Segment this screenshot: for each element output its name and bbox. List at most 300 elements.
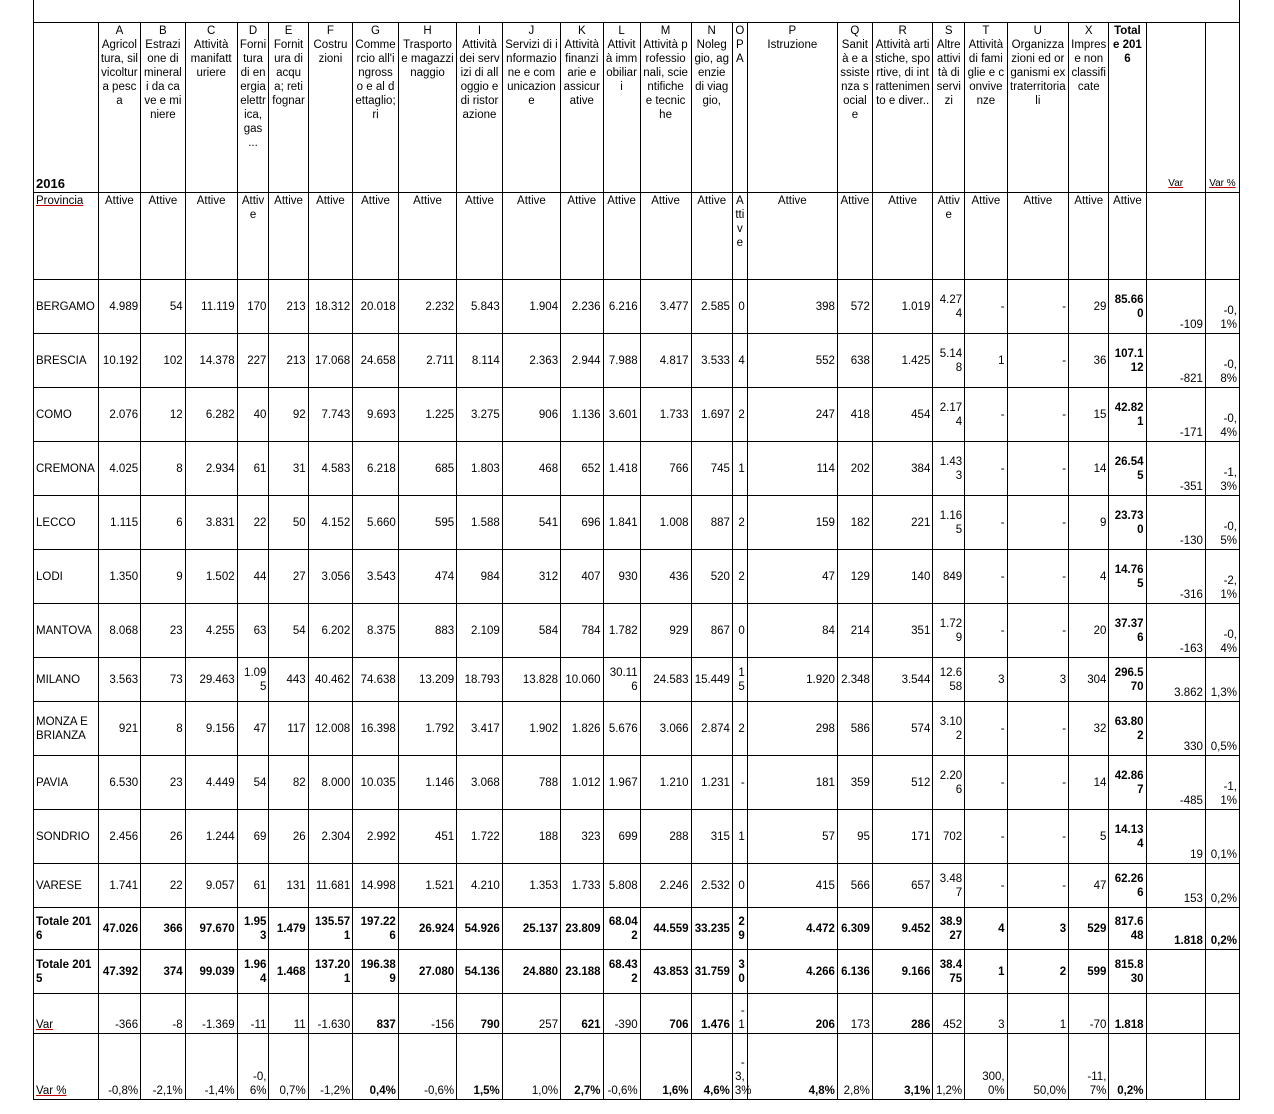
value-cell: 47 — [747, 550, 837, 604]
value-cell: 257 — [502, 994, 560, 1034]
value-cell: 1,6% — [640, 1034, 691, 1100]
var-pct-cell: -1,3% — [1205, 442, 1239, 496]
value-cell: 552 — [747, 334, 837, 388]
column-header — [640, 23, 691, 193]
value-cell: 2 — [1007, 950, 1069, 994]
value-cell: 451 — [398, 810, 456, 864]
table-row — [34, 994, 1240, 1034]
table-row — [34, 702, 1240, 756]
value-cell: 82 — [269, 756, 308, 810]
total-cell: 42.821 — [1109, 388, 1146, 442]
value-cell: - — [1007, 496, 1069, 550]
attive-label: Attive — [747, 193, 837, 280]
value-cell: 18.793 — [457, 658, 503, 702]
value-cell: 1.920 — [747, 658, 837, 702]
value-cell: 6.530 — [98, 756, 140, 810]
value-cell: 3.068 — [457, 756, 503, 810]
value-cell: 8 — [141, 702, 186, 756]
column-name: Attività professionali, scientifiche e tecniche — [643, 39, 688, 121]
value-cell: -390 — [603, 994, 640, 1034]
value-cell: 788 — [502, 756, 560, 810]
value-cell: 40 — [237, 388, 269, 442]
value-cell: 159 — [747, 496, 837, 550]
table-row — [34, 334, 1240, 388]
value-cell: 1.353 — [502, 864, 560, 908]
column-name: Agricoltura, silvicoltura pesca — [100, 39, 138, 107]
total-cell: 817.648 — [1109, 908, 1146, 950]
value-cell: 4 — [1069, 550, 1109, 604]
value-cell: 3.533 — [691, 334, 732, 388]
value-cell: 2.232 — [398, 280, 456, 334]
corner-year-label: 2016 — [34, 23, 99, 193]
attive-label: Attive — [1109, 193, 1146, 280]
value-cell: 468 — [502, 442, 560, 496]
value-cell: 6.216 — [603, 280, 640, 334]
value-cell: 2.456 — [98, 810, 140, 864]
total-cell: 37.376 — [1109, 604, 1146, 658]
value-cell: 61 — [237, 864, 269, 908]
value-cell: 14 — [1069, 442, 1109, 496]
value-cell: 29 — [1069, 280, 1109, 334]
page-edge-left — [33, 0, 34, 22]
var-pct-cell: -0,8% — [1205, 334, 1239, 388]
column-code: I — [477, 25, 482, 37]
column-code: D — [248, 25, 258, 37]
value-cell: 84 — [747, 604, 837, 658]
value-cell: 887 — [691, 496, 732, 550]
value-cell: 1.502 — [185, 550, 237, 604]
province-name: BERGAMO — [34, 280, 99, 334]
total-cell: 23.730 — [1109, 496, 1146, 550]
attive-label: Attive — [691, 193, 732, 280]
value-cell: 74.638 — [353, 658, 399, 702]
value-cell: 657 — [872, 864, 932, 908]
province-name: Totale 2015 — [34, 950, 99, 994]
var-cell: -316 — [1146, 550, 1205, 604]
total-cell: 62.266 — [1109, 864, 1146, 908]
column-header — [1007, 23, 1069, 193]
value-cell: 0 — [732, 280, 747, 334]
value-cell: 512 — [872, 756, 932, 810]
value-cell: - — [965, 702, 1007, 756]
value-cell: 30.116 — [603, 658, 640, 702]
value-cell: 2.874 — [691, 702, 732, 756]
value-cell: 298 — [747, 702, 837, 756]
value-cell: - — [1007, 702, 1069, 756]
value-cell: 36 — [1069, 334, 1109, 388]
value-cell: 2,8% — [837, 1034, 872, 1100]
value-cell: 99.039 — [185, 950, 237, 994]
value-cell: 2.585 — [691, 280, 732, 334]
value-cell: 9 — [1069, 496, 1109, 550]
page-edge-right — [1239, 0, 1240, 22]
var-cell-empty — [1146, 994, 1205, 1034]
value-cell: 2.304 — [308, 810, 353, 864]
province-name: LECCO — [34, 496, 99, 550]
attive-label: Attive — [185, 193, 237, 280]
column-header — [398, 23, 456, 193]
value-cell: 0,7% — [269, 1034, 308, 1100]
value-cell: 1.782 — [603, 604, 640, 658]
value-cell: 1.733 — [640, 388, 691, 442]
column-header — [1069, 23, 1109, 193]
column-code: H — [423, 25, 432, 37]
value-cell: 92 — [269, 388, 308, 442]
value-cell: 7.743 — [308, 388, 353, 442]
column-code: N — [707, 25, 716, 37]
province-name: MANTOVA — [34, 604, 99, 658]
attive-label: Attive — [237, 193, 269, 280]
var-cell: 1.818 — [1146, 908, 1205, 950]
province-name: Totale 2016 — [34, 908, 99, 950]
value-cell: 2 — [732, 702, 747, 756]
value-cell: 8 — [141, 442, 186, 496]
column-header — [747, 23, 837, 193]
value-cell: 984 — [457, 550, 503, 604]
value-cell: 26 — [141, 810, 186, 864]
var-cell: -130 — [1146, 496, 1205, 550]
value-cell: 2.363 — [502, 334, 560, 388]
value-cell: 135.571 — [308, 908, 353, 950]
value-cell: 3.066 — [640, 702, 691, 756]
value-cell: 2.992 — [353, 810, 399, 864]
value-cell: 3.601 — [603, 388, 640, 442]
value-cell: 140 — [872, 550, 932, 604]
value-cell: 4.152 — [308, 496, 353, 550]
value-cell: 5.808 — [603, 864, 640, 908]
value-cell: 323 — [561, 810, 603, 864]
value-cell: 4.583 — [308, 442, 353, 496]
value-cell: 196.389 — [353, 950, 399, 994]
table-row — [34, 1034, 1240, 1100]
value-cell: 398 — [747, 280, 837, 334]
value-cell: 436 — [640, 550, 691, 604]
value-cell: -1 — [732, 994, 747, 1034]
value-cell: 247 — [747, 388, 837, 442]
value-cell: -3,3% — [732, 1034, 747, 1100]
value-cell: 202 — [837, 442, 872, 496]
value-cell: 73 — [141, 658, 186, 702]
value-cell: -0,8% — [98, 1034, 140, 1100]
value-cell: 312 — [502, 550, 560, 604]
table-row — [34, 908, 1240, 950]
value-cell: 206 — [747, 994, 837, 1034]
var-column-header — [1146, 23, 1205, 193]
total-cell: 815.830 — [1109, 950, 1146, 994]
column-name: Attività manifatturiere — [190, 39, 232, 79]
value-cell: 2.934 — [185, 442, 237, 496]
value-cell: 27.080 — [398, 950, 456, 994]
value-cell: 68.432 — [603, 950, 640, 994]
value-cell: 97.670 — [185, 908, 237, 950]
attive-label: Attive — [1007, 193, 1069, 280]
attive-label: Attive — [457, 193, 503, 280]
value-cell: 10.060 — [561, 658, 603, 702]
value-cell: 452 — [933, 994, 965, 1034]
attive-label: Attive — [872, 193, 932, 280]
value-cell: 95 — [837, 810, 872, 864]
value-cell: 8.114 — [457, 334, 503, 388]
value-cell: 1.231 — [691, 756, 732, 810]
value-cell: 23.809 — [561, 908, 603, 950]
value-cell: 131 — [269, 864, 308, 908]
value-cell: 3 — [965, 658, 1007, 702]
column-header — [457, 23, 503, 193]
table-row — [34, 950, 1240, 994]
value-cell: 1 — [965, 334, 1007, 388]
table-row — [34, 658, 1240, 702]
column-name: Attività dei servizi di alloggio e di ristorazione — [459, 39, 500, 121]
value-cell: 14.998 — [353, 864, 399, 908]
attive-label: Attive — [732, 193, 747, 280]
value-cell: 1.468 — [269, 950, 308, 994]
province-name: MONZA E BRIANZA — [34, 702, 99, 756]
value-cell: 29.463 — [185, 658, 237, 702]
value-cell: 38.475 — [933, 950, 965, 994]
value-cell: 1,2% — [933, 1034, 965, 1100]
province-name: Var — [34, 994, 99, 1034]
value-cell: 745 — [691, 442, 732, 496]
value-cell: 15 — [1069, 388, 1109, 442]
value-cell: 12.658 — [933, 658, 965, 702]
column-name: Estrazione di minerali da cave e miniere — [144, 39, 182, 121]
var-pct-cell: 1,3% — [1205, 658, 1239, 702]
column-code: M — [660, 25, 671, 37]
var-pct-cell: 0,2% — [1205, 908, 1239, 950]
value-cell: 1.803 — [457, 442, 503, 496]
total-cell: 14.765 — [1109, 550, 1146, 604]
column-code: J — [528, 25, 535, 37]
value-cell: 1.019 — [872, 280, 932, 334]
column-header — [603, 23, 640, 193]
value-cell: 921 — [98, 702, 140, 756]
value-cell: 38.927 — [933, 908, 965, 950]
value-cell: 883 — [398, 604, 456, 658]
column-code: R — [898, 25, 907, 37]
attive-label: Attive — [98, 193, 140, 280]
value-cell: 26.924 — [398, 908, 456, 950]
attive-label: Attive — [502, 193, 560, 280]
value-cell: 23 — [141, 756, 186, 810]
value-cell: 454 — [872, 388, 932, 442]
value-cell: 9.057 — [185, 864, 237, 908]
value-cell: 0 — [732, 604, 747, 658]
column-header — [732, 23, 747, 193]
total-cell: 107.112 — [1109, 334, 1146, 388]
value-cell: 18.312 — [308, 280, 353, 334]
value-cell: 1.165 — [933, 496, 965, 550]
value-cell: 1.095 — [237, 658, 269, 702]
column-header — [502, 23, 560, 193]
value-cell: 54 — [269, 604, 308, 658]
var-sub-empty — [1146, 193, 1205, 280]
column-name: Attività artistiche, sportive, di intrattenimento e diver.. — [875, 39, 931, 107]
var-cell: -821 — [1146, 334, 1205, 388]
value-cell: 3 — [1007, 658, 1069, 702]
value-cell: 57 — [747, 810, 837, 864]
column-code: T — [982, 25, 990, 37]
column-name: Fornitura di energia elettrica, gas ... — [239, 39, 267, 149]
value-cell: - — [965, 388, 1007, 442]
value-cell: 9.693 — [353, 388, 399, 442]
value-cell: 227 — [237, 334, 269, 388]
value-cell: 418 — [837, 388, 872, 442]
value-cell: 44.559 — [640, 908, 691, 950]
value-cell: 4 — [965, 908, 1007, 950]
value-cell: 837 — [353, 994, 399, 1034]
value-cell: - — [1007, 388, 1069, 442]
column-header — [872, 23, 932, 193]
value-cell: -0,6% — [603, 1034, 640, 1100]
value-cell: 1 — [1007, 994, 1069, 1034]
var-pct-cell: -0,5% — [1205, 496, 1239, 550]
value-cell: 8.375 — [353, 604, 399, 658]
value-cell: -1.630 — [308, 994, 353, 1034]
value-cell: 40.462 — [308, 658, 353, 702]
value-cell: 188 — [502, 810, 560, 864]
value-cell: 407 — [561, 550, 603, 604]
column-header — [98, 23, 140, 193]
value-cell: 11.119 — [185, 280, 237, 334]
value-cell: - — [732, 756, 747, 810]
value-cell: 566 — [837, 864, 872, 908]
value-cell: - — [965, 756, 1007, 810]
value-cell: 23.188 — [561, 950, 603, 994]
column-header-row — [34, 23, 1240, 193]
var-cell: 153 — [1146, 864, 1205, 908]
value-cell: 541 — [502, 496, 560, 550]
table-row — [34, 864, 1240, 908]
value-cell: 3.102 — [933, 702, 965, 756]
value-cell: 8.068 — [98, 604, 140, 658]
value-cell: - — [965, 280, 1007, 334]
var-cell: -485 — [1146, 756, 1205, 810]
value-cell: 1.115 — [98, 496, 140, 550]
var-cell: -171 — [1146, 388, 1205, 442]
value-cell: 529 — [1069, 908, 1109, 950]
var-cell: 3.862 — [1146, 658, 1205, 702]
var-cell: 19 — [1146, 810, 1205, 864]
total-cell: 1.818 — [1109, 994, 1146, 1034]
value-cell: 16.398 — [353, 702, 399, 756]
value-cell: 2.109 — [457, 604, 503, 658]
value-cell: 10.192 — [98, 334, 140, 388]
value-cell: -11,7% — [1069, 1034, 1109, 1100]
value-cell: 50 — [269, 496, 308, 550]
column-name: Noleggio, agenzie di viaggio, — [694, 39, 729, 107]
value-cell: 12.008 — [308, 702, 353, 756]
total-cell: 14.134 — [1109, 810, 1146, 864]
value-cell: 14.378 — [185, 334, 237, 388]
var-pct-cell: 0,5% — [1205, 702, 1239, 756]
value-cell: -156 — [398, 994, 456, 1034]
value-cell: 3.543 — [353, 550, 399, 604]
value-cell: 181 — [747, 756, 837, 810]
provincia-label — [34, 193, 99, 280]
value-cell: 33.235 — [691, 908, 732, 950]
value-cell: -366 — [98, 994, 140, 1034]
column-header — [237, 23, 269, 193]
column-name: Commercio all'ingrosso e al dettaglio; ri — [355, 39, 396, 121]
value-cell: 31.759 — [691, 950, 732, 994]
value-cell: 2.348 — [837, 658, 872, 702]
table-row — [34, 280, 1240, 334]
column-code: L — [618, 25, 625, 37]
value-cell: 43.853 — [640, 950, 691, 994]
value-cell: 214 — [837, 604, 872, 658]
value-cell: 50,0% — [1007, 1034, 1069, 1100]
attive-label: Attive — [603, 193, 640, 280]
value-cell: 173 — [837, 994, 872, 1034]
value-cell: 374 — [141, 950, 186, 994]
value-cell: 929 — [640, 604, 691, 658]
value-cell: 197.226 — [353, 908, 399, 950]
value-cell: 4.817 — [640, 334, 691, 388]
value-cell: 2.174 — [933, 388, 965, 442]
value-cell: 849 — [933, 550, 965, 604]
value-cell: 2.206 — [933, 756, 965, 810]
value-cell: 1.225 — [398, 388, 456, 442]
value-cell: 572 — [837, 280, 872, 334]
value-cell: 1.792 — [398, 702, 456, 756]
value-cell: 867 — [691, 604, 732, 658]
column-code: P — [788, 25, 797, 37]
value-cell: 685 — [398, 442, 456, 496]
value-cell: 24.880 — [502, 950, 560, 994]
value-cell: 9.166 — [872, 950, 932, 994]
value-cell: 300,0% — [965, 1034, 1007, 1100]
column-code: C — [206, 25, 216, 37]
column-header — [965, 23, 1007, 193]
value-cell: 5.148 — [933, 334, 965, 388]
value-cell: 5 — [1069, 810, 1109, 864]
value-cell: 4.472 — [747, 908, 837, 950]
value-cell: - — [1007, 864, 1069, 908]
column-header — [353, 23, 399, 193]
value-cell: 351 — [872, 604, 932, 658]
value-cell: 69 — [237, 810, 269, 864]
attive-label: Attive — [398, 193, 456, 280]
total-cell: 296.570 — [1109, 658, 1146, 702]
attive-label: Attive — [837, 193, 872, 280]
value-cell: 1.588 — [457, 496, 503, 550]
var-cell — [1146, 950, 1205, 994]
value-cell: - — [1007, 442, 1069, 496]
value-cell: 5.660 — [353, 496, 399, 550]
value-cell: 54.136 — [457, 950, 503, 994]
column-code: S — [944, 25, 953, 37]
column-name: Trasporto e magazzinaggio — [401, 39, 454, 79]
value-cell: 23 — [141, 604, 186, 658]
value-cell: - — [1007, 756, 1069, 810]
value-cell: - — [1007, 334, 1069, 388]
value-cell: 11 — [269, 994, 308, 1034]
attive-label: Attive — [933, 193, 965, 280]
value-cell: 6 — [141, 496, 186, 550]
column-header — [1109, 23, 1146, 193]
column-name: Imprese non classificate — [1071, 39, 1107, 93]
var-pct-cell-empty — [1205, 994, 1239, 1034]
value-cell: 6.309 — [837, 908, 872, 950]
column-code: Q — [850, 25, 860, 37]
value-cell: 27 — [269, 550, 308, 604]
value-cell: 6.282 — [185, 388, 237, 442]
total-cell: 26.545 — [1109, 442, 1146, 496]
var-pct-column-header — [1205, 23, 1239, 193]
value-cell: 2 — [732, 550, 747, 604]
column-code: K — [577, 25, 586, 37]
value-cell: -0,6% — [398, 1034, 456, 1100]
